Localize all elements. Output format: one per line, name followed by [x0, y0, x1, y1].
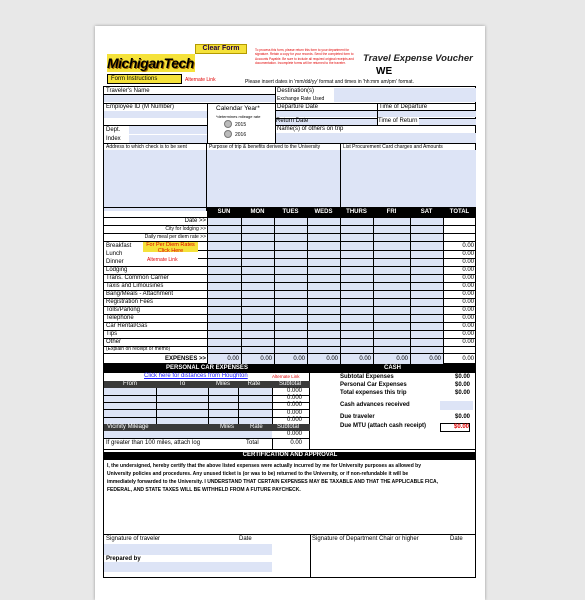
grid-alternate-link[interactable]: Alternate Link	[147, 257, 178, 263]
expense-total: 0.00	[293, 356, 305, 362]
address-field[interactable]	[104, 150, 206, 211]
car-col-to: To	[178, 381, 186, 387]
cash-label: Total expenses this trip	[340, 390, 407, 396]
travelers-name-field[interactable]	[104, 95, 275, 102]
cert-line: I, the undersigned, hereby certify that the above listed expenses were actually incurred by me for University purposes as allowed by	[107, 463, 421, 469]
row-label: Taxis and Limousines	[106, 283, 164, 289]
prepared-by-field[interactable]	[104, 562, 272, 572]
grid-row-line	[104, 233, 476, 234]
date-label: Date >>	[184, 218, 206, 224]
daily-meal-label: Daily meal per diem rate >>	[144, 234, 206, 240]
vicinity-subtotal: 0.000	[286, 431, 302, 437]
cash-label: Due MTU (attach cash receipt)	[340, 423, 427, 429]
row-label: Lunch	[106, 251, 123, 257]
form-title: Travel Expense Voucher	[363, 53, 473, 64]
car-col-rate: Rate	[247, 381, 261, 387]
row-total: 0.00	[462, 267, 474, 273]
address-label: Address to which check is to be sent	[106, 144, 187, 150]
departure-date-field[interactable]	[275, 111, 377, 117]
grid-row-line	[198, 250, 476, 251]
sig-traveler-label: Signature of traveler	[106, 536, 161, 542]
vicinity-subtotal-label: Subtotal	[277, 424, 300, 430]
click-here-link[interactable]: Click Here	[157, 248, 184, 254]
per-diem-rates-link[interactable]: For Per Diem Rates	[146, 242, 195, 248]
car-subtotal: 0.000	[286, 402, 302, 409]
car-col-from: From	[123, 381, 137, 387]
car-title: PERSONAL CAR EXPENSES	[104, 365, 310, 373]
car-total-label: Total	[246, 440, 259, 446]
expense-total: 0.00	[462, 356, 474, 362]
expense-total: 0.00	[326, 356, 338, 362]
car-from-to-cells[interactable]	[104, 388, 272, 424]
city-label: City for lodging >>	[165, 226, 206, 232]
day-header-weds: WEDS	[314, 209, 333, 215]
grid-row-line	[104, 290, 476, 291]
grid-row-line	[104, 298, 476, 299]
grid-row-line	[198, 258, 476, 259]
destinations-label: Destination(s)	[277, 88, 315, 94]
voucher-sheet	[95, 26, 485, 600]
radio-2015[interactable]	[224, 120, 232, 128]
row-label: Bang/Meals - Attachment	[106, 291, 174, 297]
mileage-note: *determines mileage rate	[216, 114, 261, 119]
grid-row-line	[104, 241, 476, 242]
expense-total: 0.00	[429, 356, 441, 362]
cash-section	[310, 364, 476, 450]
car-total-value: 0.00	[290, 440, 302, 446]
sig-traveler-field[interactable]	[104, 544, 272, 555]
info-section	[103, 86, 476, 211]
row-total: 0.00	[462, 283, 474, 289]
week-ending-label: WE	[376, 66, 393, 77]
prepared-by-label: Prepared by	[106, 556, 141, 562]
row-total: 0.00	[462, 315, 474, 321]
car-expenses-section	[103, 364, 310, 450]
explain-label: (Explain on receipt or memo)	[106, 346, 171, 352]
grid-row-line	[104, 314, 476, 315]
alternate-link[interactable]: Alternate Link	[185, 77, 216, 83]
clear-form-button[interactable]: Clear Form	[195, 44, 247, 54]
row-label: Breakfast	[106, 243, 132, 249]
day-header-sun: SUN	[217, 209, 231, 215]
time-return-label-text: Time of Return	[378, 118, 418, 124]
day-header-thurs: THURS	[346, 209, 367, 215]
day-header-mon: MON	[250, 209, 265, 215]
purpose-field[interactable]	[207, 150, 340, 211]
vicinity-miles-label: Miles	[220, 424, 235, 430]
car-subtotal: 0.000	[286, 409, 302, 416]
grid-row-line	[104, 217, 476, 218]
row-total: 0.00	[462, 243, 474, 249]
date-format-note: Please insert dates in 'mm/dd/yy' format and times in 'hh:mm am/pm' format.	[245, 79, 414, 85]
purpose-label: Purpose of trip & benefits derived to the University	[209, 144, 321, 150]
car-subtotal: 0.000	[286, 416, 302, 423]
vicinity-rate-label: Rate	[250, 424, 263, 430]
cert-title: CERTIFICATION AND APPROVAL	[104, 452, 476, 460]
row-label: Trans. Common Carrier	[106, 275, 169, 281]
index-label: Index	[106, 136, 121, 142]
grid-row-line	[104, 266, 476, 267]
date2-label: Date	[450, 536, 463, 542]
calendar-year-label: Calendar Year*	[216, 105, 260, 112]
car-col-line	[272, 388, 273, 424]
distances-link[interactable]: Click here for distances from Houghton	[144, 373, 248, 379]
day-header-tues: TUES	[282, 209, 299, 215]
cash-value: $0.00	[454, 414, 470, 420]
row-total: 0.00	[462, 259, 474, 265]
names-on-trip-label: Name(s) of others on trip	[277, 126, 344, 132]
employee-id-label: Employee ID (M Number)	[106, 104, 175, 110]
grid-row-line	[104, 282, 476, 283]
row-total: 0.00	[462, 299, 474, 305]
grid-row-line	[104, 306, 476, 307]
row-label: Registration Fees	[106, 299, 154, 305]
destinations-field[interactable]	[334, 88, 476, 102]
row-label: Car Rental/Gas	[106, 323, 148, 329]
row-total: 0.00	[462, 323, 474, 329]
certification-section	[103, 450, 476, 578]
car-col-line	[208, 388, 209, 424]
form-instructions-button[interactable]: Form Instructions	[107, 74, 182, 84]
cash-advance-field[interactable]	[440, 401, 473, 410]
row-total: 0.00	[462, 307, 474, 313]
cash-label: Cash advances received	[340, 402, 410, 408]
travelers-name-label: Traveler's Name	[106, 88, 150, 94]
grid-row-line	[104, 330, 476, 331]
procurement-field[interactable]	[341, 150, 476, 211]
cash-label: Due traveler	[340, 414, 375, 420]
row-label: Tips	[106, 331, 118, 337]
day-header-sat: SAT	[420, 209, 433, 215]
day-header-fri: FRI	[386, 209, 397, 215]
car-col-subtotal: Subtotal	[278, 381, 302, 387]
daily-expense-grid	[103, 207, 476, 364]
time-departure-label: Time of Departure	[379, 104, 428, 110]
row-total: 0.00	[462, 291, 474, 297]
dept-field[interactable]	[129, 126, 207, 134]
day-header-total: TOTAL	[449, 209, 470, 215]
radio-2016[interactable]	[224, 130, 232, 138]
expense-total: 0.00	[260, 356, 272, 362]
expense-total: 0.00	[396, 356, 408, 362]
car-subtotal: 0.000	[286, 388, 302, 394]
cash-label: Personal Car Expenses	[340, 382, 407, 388]
michigan-tech-logo: MichiganTech	[107, 55, 194, 71]
year-2016-label: 2016	[235, 132, 247, 138]
cert-line: immediately forwarded to the University. I UNDERSTAND THAT CERTAIN EXPENSES MAY BE TAXABLE AND THAT THE APPLICABLE FICA,	[107, 479, 439, 485]
car-col-miles: Miles	[215, 381, 230, 387]
cash-title: CASH	[310, 365, 475, 373]
cash-label: Subtotal Expenses	[340, 374, 394, 380]
procurement-label: List Procurement Card charges and Amounts	[343, 144, 443, 150]
row-total: 0.00	[462, 275, 474, 281]
cert-line: University policies and procedures. Any unused ticket is (or was to be) returned to the University, or if non-refundable it will be	[107, 471, 409, 477]
car-subtotal: 0.000	[286, 395, 302, 402]
grid-col-line	[207, 208, 208, 365]
cash-value: $0.00	[440, 423, 470, 432]
over-100-note: If greater than 100 miles, attach log	[106, 440, 201, 446]
grid-row-line	[104, 225, 476, 226]
cert-line: FEDERAL, AND STATE TAXES WILL BE WITHHELD FROM A FUTURE PAYCHECK.	[107, 487, 301, 493]
row-total: 0.00	[462, 339, 474, 345]
expense-total: 0.00	[227, 356, 239, 362]
cash-value: $0.00	[454, 382, 470, 388]
cash-value: $0.00	[454, 374, 470, 380]
expense-total: 0.00	[359, 356, 371, 362]
row-label: Tolls/Parking	[106, 307, 141, 313]
vicinity-label: Vicinity Mileage	[107, 424, 149, 430]
car-col-line	[238, 388, 239, 424]
row-label: Dinner	[106, 259, 124, 265]
grid-row-line	[104, 274, 476, 275]
grid-row-line	[104, 322, 476, 323]
row-total: 0.00	[462, 251, 474, 257]
car-alternate-link[interactable]: Alternate Link	[272, 374, 300, 379]
index-field[interactable]	[129, 135, 207, 143]
cash-value: $0.00	[454, 390, 470, 396]
exchange-rate-label: Exchange Rate Used	[277, 96, 325, 102]
return-date-label-text: Return Date	[276, 118, 309, 124]
car-col-line	[156, 388, 157, 424]
row-label: Other	[106, 339, 122, 345]
sig-chair-label: Signature of Department Chair or higher	[312, 536, 419, 542]
red-notice: To process this form, please return this form to your department for signature. Retain a copy for your records. Send the completed form to Accounts Payable. Be sure to include all required original receipts and documentation. Incomplete forms will be returned to the traveler.	[255, 48, 354, 66]
grid-row-line	[104, 338, 476, 339]
date1-label: Date	[239, 536, 252, 542]
vicinity-entry[interactable]	[104, 431, 272, 438]
expenses-label: EXPENSES >>	[164, 356, 206, 362]
year-2015-label: 2015	[235, 122, 247, 128]
departure-date-label: Departure Date	[277, 104, 319, 110]
row-label: Lodging	[106, 267, 128, 273]
row-label: Telephone	[106, 315, 134, 321]
dept-label: Dept.	[106, 127, 121, 133]
time-departure-field[interactable]	[377, 111, 476, 117]
row-total: 0.00	[462, 331, 474, 337]
employee-id-field[interactable]	[104, 111, 207, 118]
